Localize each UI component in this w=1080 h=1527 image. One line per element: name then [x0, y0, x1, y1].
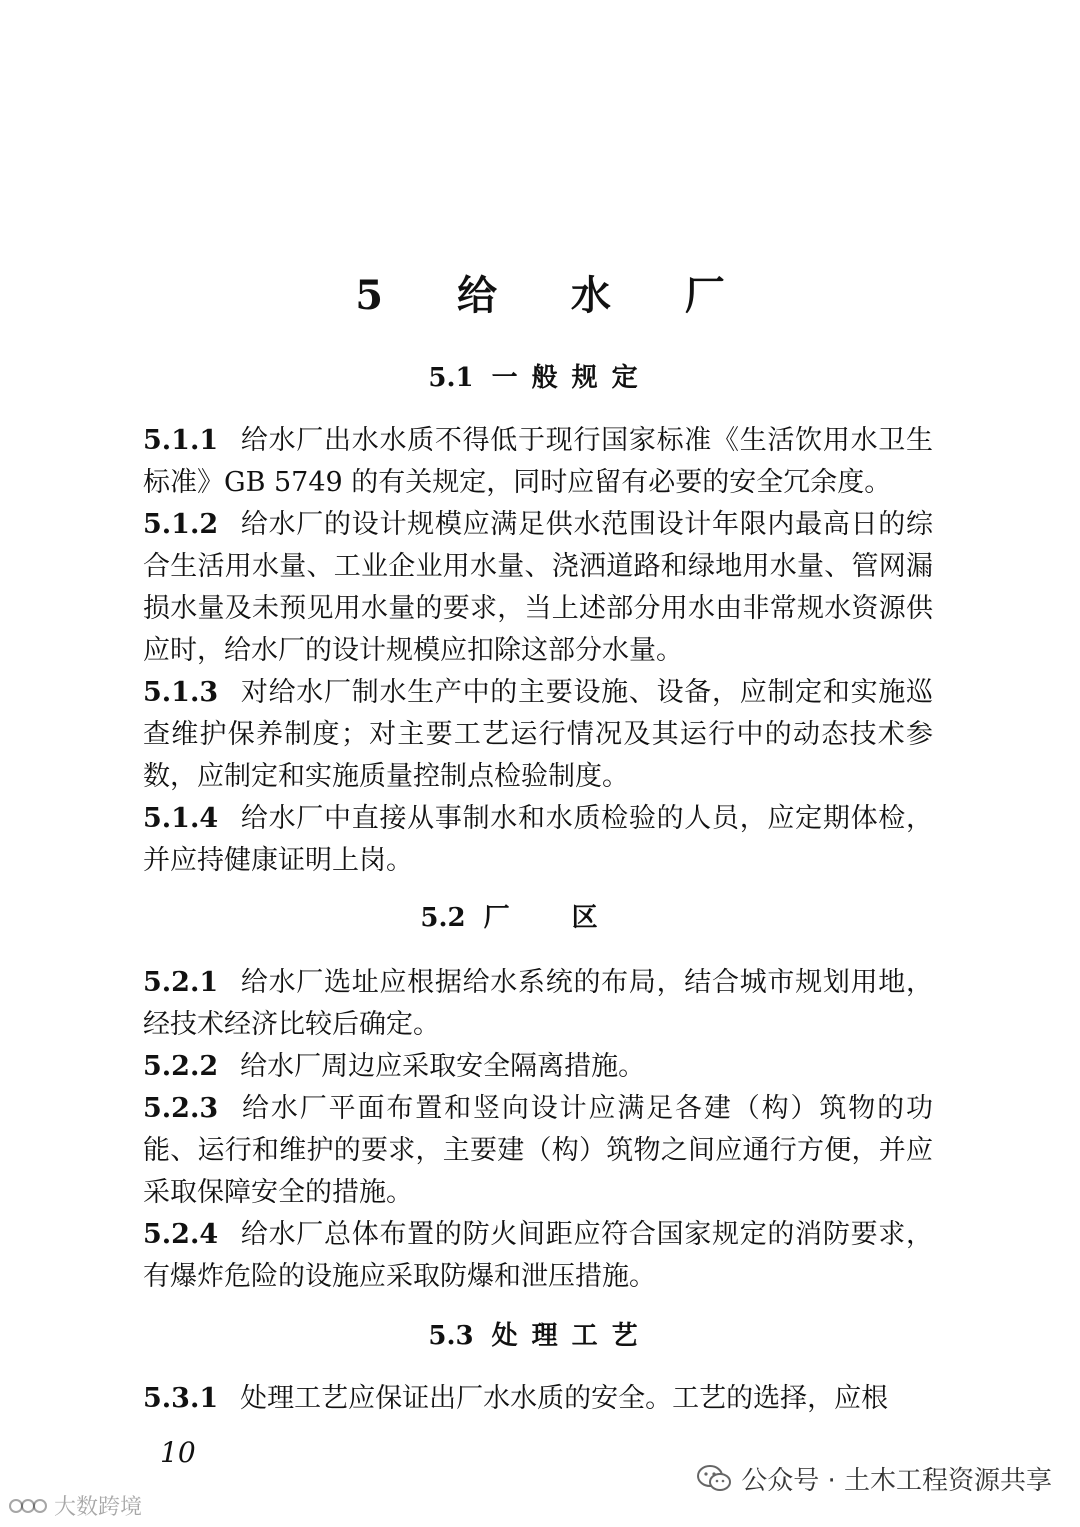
section-body-5-2	[143, 962, 933, 1298]
clause-5-1-2	[143, 504, 933, 672]
section-name: 厂区	[483, 903, 660, 933]
page-number: 10	[160, 1436, 196, 1469]
clause-text: 给水厂平面布置和竖向设计应满足各建（构）筑物的功能、运行和维护的要求，主要建（构）筑物之间应通行方便，并应采取保障安全的措施。	[143, 1093, 933, 1208]
clause-text: 处理工艺应保证出厂水水质的安全。工艺的选择，应根	[240, 1383, 889, 1414]
clause-5-1-4	[143, 798, 933, 882]
clause-5-1-1	[143, 420, 933, 504]
clause-number: 5.2.2	[143, 1051, 219, 1082]
watermark-right	[697, 1460, 1052, 1497]
section-name: 处理工艺	[491, 1321, 652, 1351]
chapter-title: 5 给 水 厂	[355, 272, 755, 319]
clause-number: 5.1.4	[143, 803, 219, 834]
clause-5-2-2	[143, 1046, 933, 1088]
watermark-left	[8, 1490, 142, 1521]
section-body-5-1	[143, 420, 933, 882]
clause-text: 给水厂的设计规模应满足供水范围设计年限内最高日的综合生活用水量、工业企业用水量、浇洒道路和绿地用水量、管网漏损水量及未预见用水量的要求，当上述部分用水由非常规水资源供应时，给水厂的设计规模应扣除这部分水量。	[143, 509, 933, 666]
section-heading-5-2	[0, 898, 1080, 938]
clause-number: 5.2.3	[143, 1093, 219, 1124]
section-heading-5-3	[0, 1316, 1080, 1356]
section-number: 5.2	[420, 903, 466, 933]
watermark-left-text: 大数跨境	[54, 1495, 143, 1520]
clause-5-3-1	[143, 1378, 933, 1420]
wechat-icon	[697, 1464, 731, 1494]
section-number: 5.1	[428, 363, 474, 393]
section-body-5-3	[143, 1378, 933, 1420]
clause-number: 5.1.3	[143, 677, 219, 708]
clause-5-2-3	[143, 1088, 933, 1214]
clause-5-2-1	[143, 962, 933, 1046]
section-heading-5-1	[0, 358, 1080, 398]
section-number: 5.3	[428, 1321, 474, 1351]
logo-icon	[8, 1495, 48, 1517]
clause-text: 给水厂选址应根据给水系统的布局，结合城市规划用地，经技术经济比较后确定。	[143, 967, 933, 1040]
clause-number: 5.1.1	[143, 425, 219, 456]
clause-number: 5.3.1	[143, 1383, 219, 1414]
section-name: 一般规定	[491, 363, 652, 393]
clause-text: 给水厂周边应采取安全隔离措施。	[240, 1051, 646, 1082]
clause-number: 5.2.1	[143, 967, 219, 998]
clause-5-2-4	[143, 1214, 933, 1298]
clause-text: 给水厂中直接从事制水和水质检验的人员，应定期体检，并应持健康证明上岗。	[143, 803, 933, 876]
clause-text: 对给水厂制水生产中的主要设施、设备，应制定和实施巡查维护保养制度；对主要工艺运行情况及其运行中的动态技术参数，应制定和实施质量控制点检验制度。	[143, 677, 933, 792]
clause-text: 给水厂出水水质不得低于现行国家标准《生活饮用水卫生标准》GB 5749 的有关规定，同时应留有必要的安全冗余度。	[143, 425, 933, 498]
clause-text: 给水厂总体布置的防火间距应符合国家规定的消防要求，有爆炸危险的设施应采取防爆和泄压措施。	[143, 1219, 933, 1292]
clause-5-1-3	[143, 672, 933, 798]
clause-number: 5.1.2	[143, 509, 219, 540]
clause-number: 5.2.4	[143, 1219, 219, 1250]
watermark-text: 公众号 · 土木工程资源共享	[741, 1466, 1052, 1496]
